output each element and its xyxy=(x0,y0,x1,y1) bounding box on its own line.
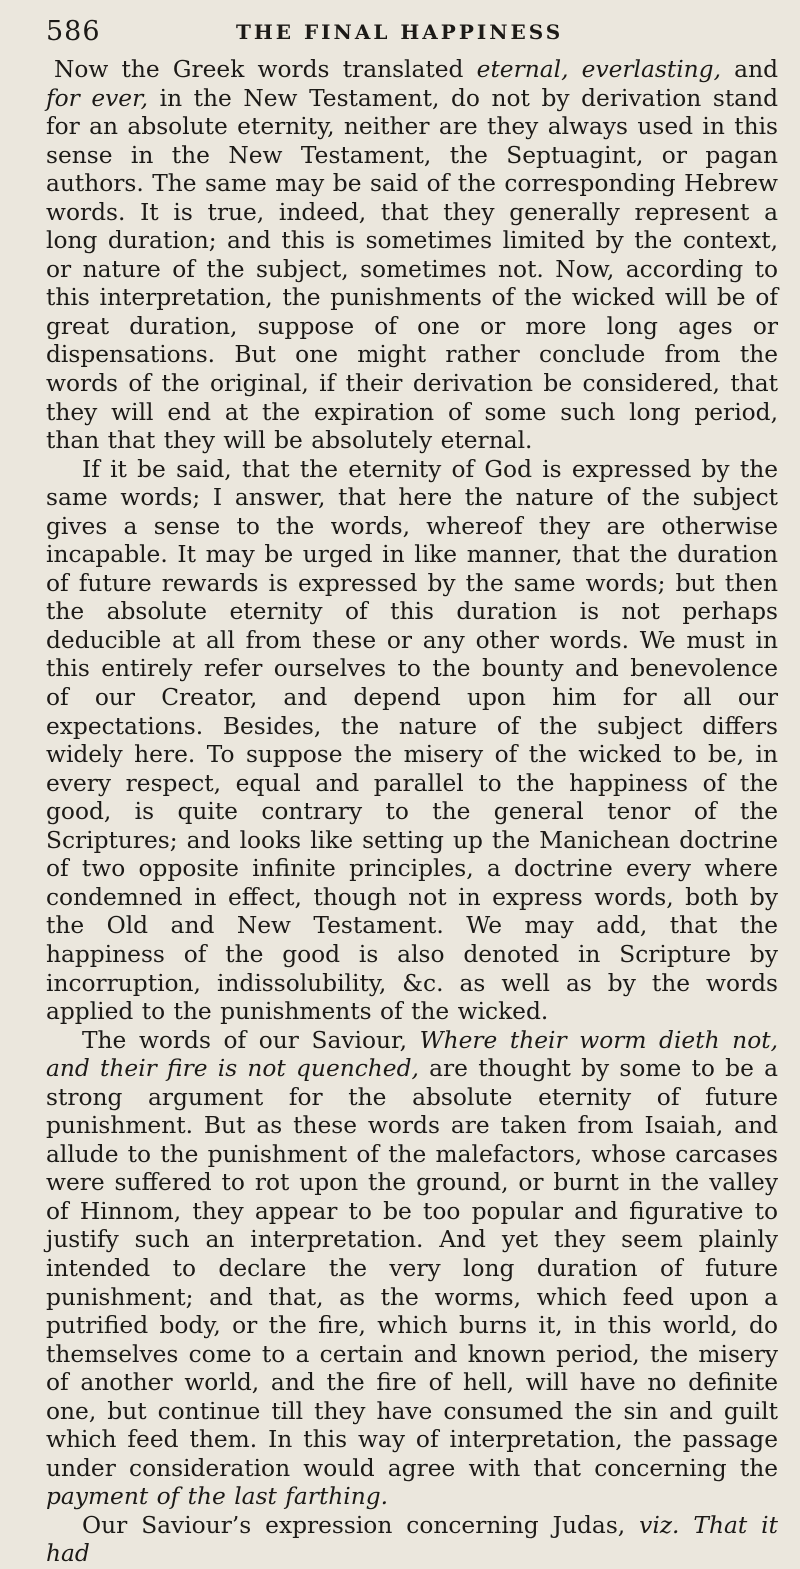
running-head: THE FINAL HAPPINESS xyxy=(236,20,564,44)
paragraph xyxy=(46,1027,778,1512)
italic-segment: payment of the last farthing. xyxy=(46,1483,389,1511)
text-segment: If it be said, that the eternity of God is expressed by the same words; I answer, that here the nature of the subject gives a sense to the words, whereof they are otherwise incapable. It may be urged in like manner, that the duration of future rewards is expressed by the same words; but then the absolute eternity of this duration is not perhaps deducible at all from these or any other words. We must in this entirely refer ourselves to the bounty and benevolence of our Creator, and depend upon him for all our expectations. Besides, the nature of the subject differs widely here. To suppose the misery of the wicked to be, in every respect, equal and parallel to the happiness of the good, is quite contrary to the general tenor of the Scriptures; and looks like setting up the Manichean doctrine of two opposite infinite principles, a doctrine every where condemned in effect, though not in express words, both by the Old and New Testament. We may add, that the happiness of the good is also denoted in Scripture by incorruption, indissolubility, &c. as well as by the words applied to the punishments of the wicked. xyxy=(46,455,778,1026)
text-segment: and xyxy=(720,56,778,83)
italic-segment: eternal, everlasting, xyxy=(476,56,721,83)
page-header xyxy=(46,12,778,52)
italic-segment: viz. That it had xyxy=(46,1511,778,1568)
italic-segment: for ever, xyxy=(46,84,149,112)
text-segment: Now the Greek words translated xyxy=(54,56,477,83)
text-segment: The words of our Saviour, xyxy=(82,1026,420,1054)
book-page xyxy=(46,12,778,1569)
body-text xyxy=(46,56,778,1569)
text-segment: are thought by some to be a strong argument for the absolute eternity of future punishment. But as these words are taken from Isaiah, and allude to the punishment of the malefactors, whose carcases were suffered to rot upon the ground, or burnt in the valley of Hinnom, they appear to be too popular and figurative to justify such an interpretation. And yet they seem plainly intended to declare the very long duration of future punishment; and that, as the worms, which feed upon a putrified body, or the fire, which burns it, in this world, do themselves come to a certain and known period, the misery of another world, and the fire of hell, will have no definite one, but continue till they have consumed the sin and guilt which feed them. In this way of interpretation, the passage under consideration would agree with that concerning the xyxy=(46,1055,778,1482)
paragraph xyxy=(46,456,778,1027)
italic-segment: Where their worm dieth not, and their fire is not quenched, xyxy=(46,1026,778,1083)
page-number: 586 xyxy=(46,16,101,47)
paragraph xyxy=(46,1512,778,1569)
paragraph xyxy=(46,56,778,456)
text-segment: Our Saviour’s expression concerning Judas, xyxy=(82,1511,640,1539)
text-segment: in the New Testament, do not by derivation stand for an absolute eternity, neither are they always used in this sense in the New Testament, the Septuagint, or pagan authors. The same may be said of the corresponding Hebrew words. It is true, indeed, that they generally represent a long duration; and this is sometimes limited by the context, or nature of the subject, sometimes not. Now, according to this interpretation, the punishments of the wicked will be of great duration, suppose of one or more long ages or dispensations. But one might rather conclude from the words of the original, if their derivation be considered, that they will end at the expiration of some such long period, than that they will be absolutely eternal. xyxy=(46,84,778,455)
